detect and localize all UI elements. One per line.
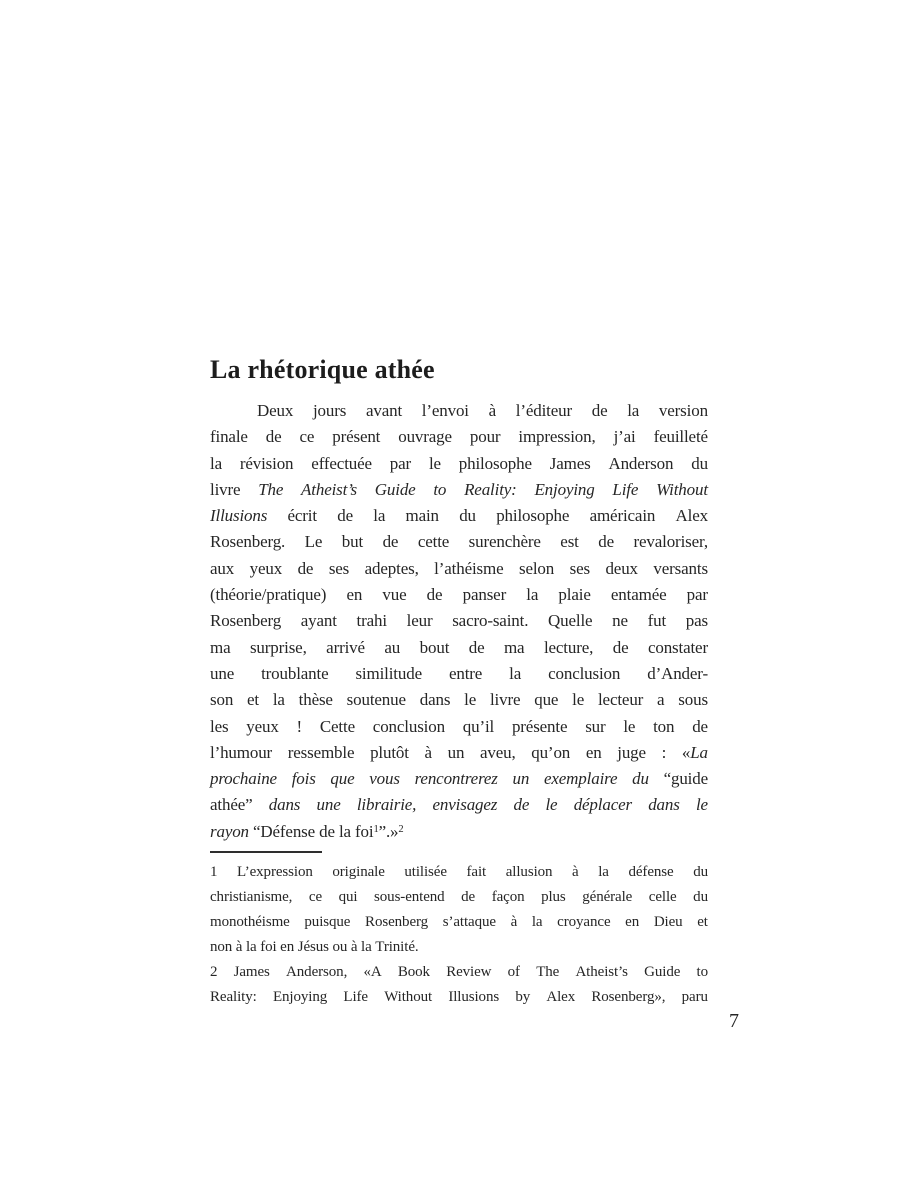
text-line: son et la thèse soutenue dans le livre que le lecteur a sous bbox=[210, 690, 708, 710]
text-line: aux yeux de ses adeptes, l’athéisme selon ses deux versants bbox=[210, 558, 708, 578]
text-line: 1 L’expression originale utilisée fait allusion à la défense du bbox=[210, 864, 708, 880]
text-line: Deux jours avant l’envoi à l’éditeur de la version bbox=[257, 401, 708, 420]
text-line: (théorie/pratique) en vue de panser la plaie entamée par bbox=[210, 585, 708, 605]
text-line: monothéisme puisque Rosenberg s’attaque à la croyance en Dieu et bbox=[210, 914, 708, 930]
chapter-heading: La rhétorique athée bbox=[210, 355, 435, 385]
text-line: une troublante similitude entre la conclusion d’Ander- bbox=[210, 663, 708, 683]
footnote-separator-rule bbox=[210, 851, 322, 853]
text-line: prochaine fois que vous rencontrerez un exemplaire du “guide bbox=[210, 769, 708, 789]
text-line: Illusions écrit de la main du philosophe américain Alex bbox=[210, 506, 708, 526]
text-line: la révision effectuée par le philosophe James Anderson du bbox=[210, 453, 708, 473]
text-line: Rosenberg. Le but de cette surenchère est de revaloriser, bbox=[210, 532, 708, 552]
body-paragraph bbox=[210, 398, 708, 845]
text-line: finale de ce présent ouvrage pour impression, j’ai feuilleté bbox=[210, 427, 708, 447]
text-line: non à la foi en Jésus ou à la Trinité. bbox=[210, 939, 419, 955]
footnotes bbox=[210, 860, 708, 1010]
page-number: 7 bbox=[729, 1010, 739, 1032]
text-line: 2 James Anderson, «A Book Review of The Atheist’s Guide to bbox=[210, 964, 708, 980]
text-line: ma surprise, arrivé au bout de ma lecture, de constater bbox=[210, 637, 708, 657]
text-line: Rosenberg ayant trahi leur sacro-saint. Quelle ne fut pas bbox=[210, 611, 708, 631]
text-line: les yeux ! Cette conclusion qu’il présente sur le ton de bbox=[210, 716, 708, 736]
text-line: Reality: Enjoying Life Without Illusions by Alex Rosenberg», paru bbox=[210, 989, 708, 1005]
text-line: l’humour ressemble plutôt à un aveu, qu’on en juge : «La bbox=[210, 742, 708, 762]
text-line: athée” dans une librairie, envisagez de le déplacer dans le bbox=[210, 795, 708, 815]
text-line: christianisme, ce qui sous-entend de façon plus générale celle du bbox=[210, 889, 708, 905]
text-line: livre The Atheist’s Guide to Reality: Enjoying Life Without bbox=[210, 479, 708, 499]
text-line: rayon “Défense de la foi$^1$”.»$^2$ bbox=[210, 821, 404, 841]
